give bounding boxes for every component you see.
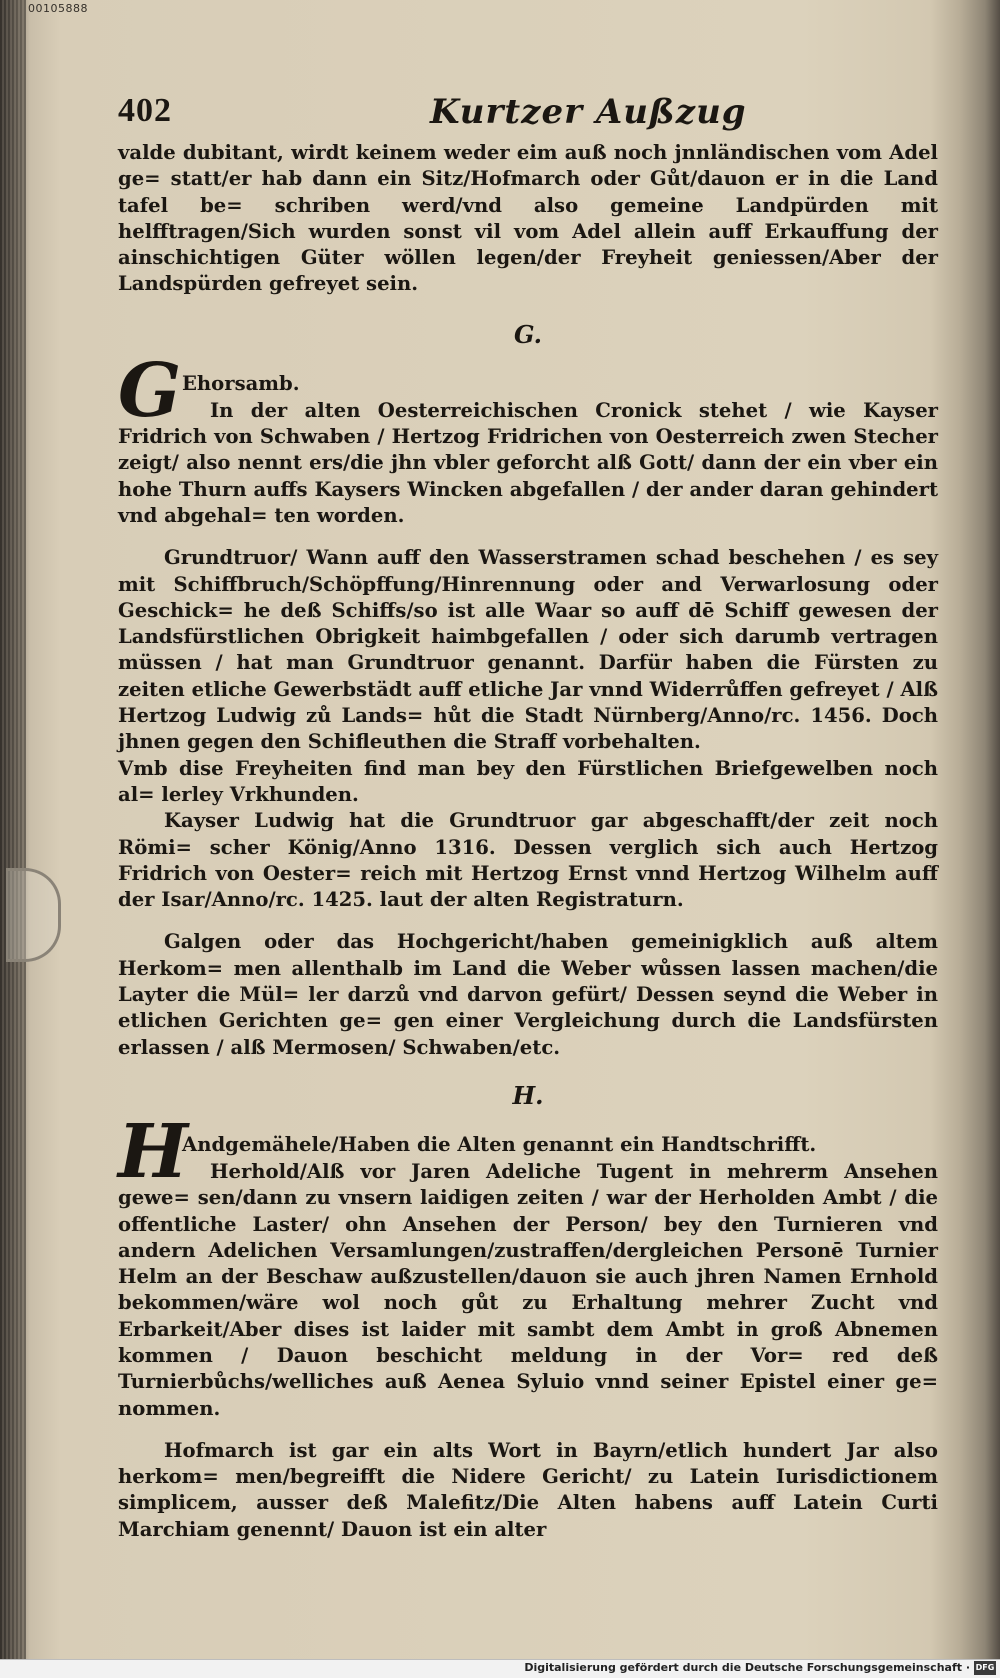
headword-gehorsamb: Ehorsamb. xyxy=(182,371,300,395)
spacer xyxy=(118,529,938,545)
footer-credit: Digitalisierung gefördert durch die Deutsche Forschungsgemeinschaft · xyxy=(524,1661,970,1674)
footer-bar xyxy=(0,1659,1000,1678)
page-number: 402 xyxy=(118,92,172,129)
entry-grundtruor-text: Grundtruor/ Wann auff den Wasserstramen schad beschehen / es sey mit Schiffbruch/Schöpffung/Hinrennung oder and Verwarlosung oder Geschick= he deß Schiffs/so ist alle Waar so auff dē Schiff gewesen der Landsfürstlichen Obrigkeit haimbgefallen / oder sich darumb vertragen müssen / hat man Grundtruor genannt. Darfür haben die Fürsten zu zeiten etliche Gewerbstädt auff etliche Jar vnnd Widerrůffen gefreyet / Alß Hertzog Ludwig zů Lands= hůt die Stadt Nürnberg/Anno/rc. 1456. Doch jhnen gegen den Schifleuthen die Straff vorbehalten. xyxy=(118,546,939,754)
spacer xyxy=(118,1422,938,1438)
page-stack-edge xyxy=(0,0,26,1677)
entry-grundtruor-cont-2: Kayser Ludwig hat die Grundtruor gar abgeschafft/der zeit noch Römi= scher König/Anno 1316. Dessen verglich sich auch Hertzog Fridrich von Oester= reich mit Hertzog Ernst vnnd Hertzog Wilhelm auff der Isar/Anno/rc. 1425. laut der alten Registraturn. xyxy=(118,809,938,912)
entry-gehorsamb-text: In der alten Oesterreichischen Cronick stehet / wie Kayser Fridrich von Schwaben / Hertzog Fridrichen von Oesterreich zwen Stecher zeigt/ also nennt ers/die jhn vbler geforcht alß Gott/ dann der ein vber ein hohe Thurn auffs Kaysers Wincken abgefallen / der ander daran gehindert vnd abgehal= ten worden. xyxy=(118,398,938,527)
scan-id-label: 00105888 xyxy=(28,2,88,15)
spacer xyxy=(118,913,938,929)
dropcap-h: H xyxy=(118,1108,188,1195)
running-title: Kurtzer Außzug xyxy=(430,92,747,132)
text-block xyxy=(118,92,938,1543)
entry-galgen-text: Galgen oder das Hochgericht/haben gemeinigklich auß altem Herkom= men allenthalb im Land die Weber wůssen lassen machen/die Layter die Mül= ler darzů vnd darvon gefürt/ Dessen seynd die Weber in etlichen Gerichten ge= gen einer Vergleichung durch die Landsfürsten erlassen / alß Mermosen/ Schwaben/etc. xyxy=(118,930,938,1059)
dfg-logo: DFG xyxy=(974,1661,996,1675)
dropcap-g: G xyxy=(118,347,182,434)
section-letter-g: G. xyxy=(514,319,542,349)
headword-handgemahele: Andgemähele/Haben die Alten genannt ein Handtschrifft. xyxy=(182,1132,817,1156)
entry-gehorsamb-head xyxy=(118,347,938,434)
section-letter-h: H. xyxy=(512,1080,544,1110)
paragraph-continuation: valde dubitant, wirdt keinem weder eim auß noch jnnländischen vom Adel ge= statt/er hab dann ein Sitz/Hofmarch oder Gůt/dauon er in die Land tafel be= schriben werd/vnd also gemeine Landpürden mit helfftragen/Sich wurden sonst vil vom Adel allein auff Erkauffung der ainschichtigen Güter wöllen legen/der Freyheit geniessen/Aber der Landspürden gefreyet sein. xyxy=(118,141,938,296)
entry-grundtruor-cont-1: Vmb dise Freyheiten find man bey den Fürstlichen Briefgewelben noch al= lerley Vrkhunden. xyxy=(118,756,938,806)
entry-hofmarch-text: Hofmarch ist gar ein alts Wort in Bayrn/etlich hundert Jar also herkom= men/begreifft die Nidere Gericht/ zu Latein Iurisdictionem simplicem, ausser deß Malefitz/Die Alten habens auff Latein Curti Marchiam genennt/ Dauon ist ein alter xyxy=(118,1438,938,1541)
entry-herhold-text: Herhold/Alß vor Jaren Adeliche Tugent in mehrerm Ansehen gewe= sen/dann zu vnsern laidigen zeiten / war der Herholden Ambt / die offentliche Laster/ ohn Ansehen der Person/ bey den Turnieren vnd andern Adelichen Versamlungen/zustraffen/dergleichen Personē Turnier Helm an der Beschaw außzustellen/dauon sie auch jhren Namen Ernhold bekommen/wäre wol noch gůt zu Erhaltung mehrer Zucht vnd Erbarkeit/Aber dises ist laider mit sambt dem Ambt in groß Abnemen kommen / Dauon beschicht meldung in der Vor= red deß Turnierbůchs/welliches auß Aenea Syluio vnnd seiner Epistel einer ge= nommen. xyxy=(118,1159,938,1420)
running-header xyxy=(118,92,938,140)
entry-handgemahele-head xyxy=(118,1108,938,1195)
page-clip xyxy=(6,868,61,962)
